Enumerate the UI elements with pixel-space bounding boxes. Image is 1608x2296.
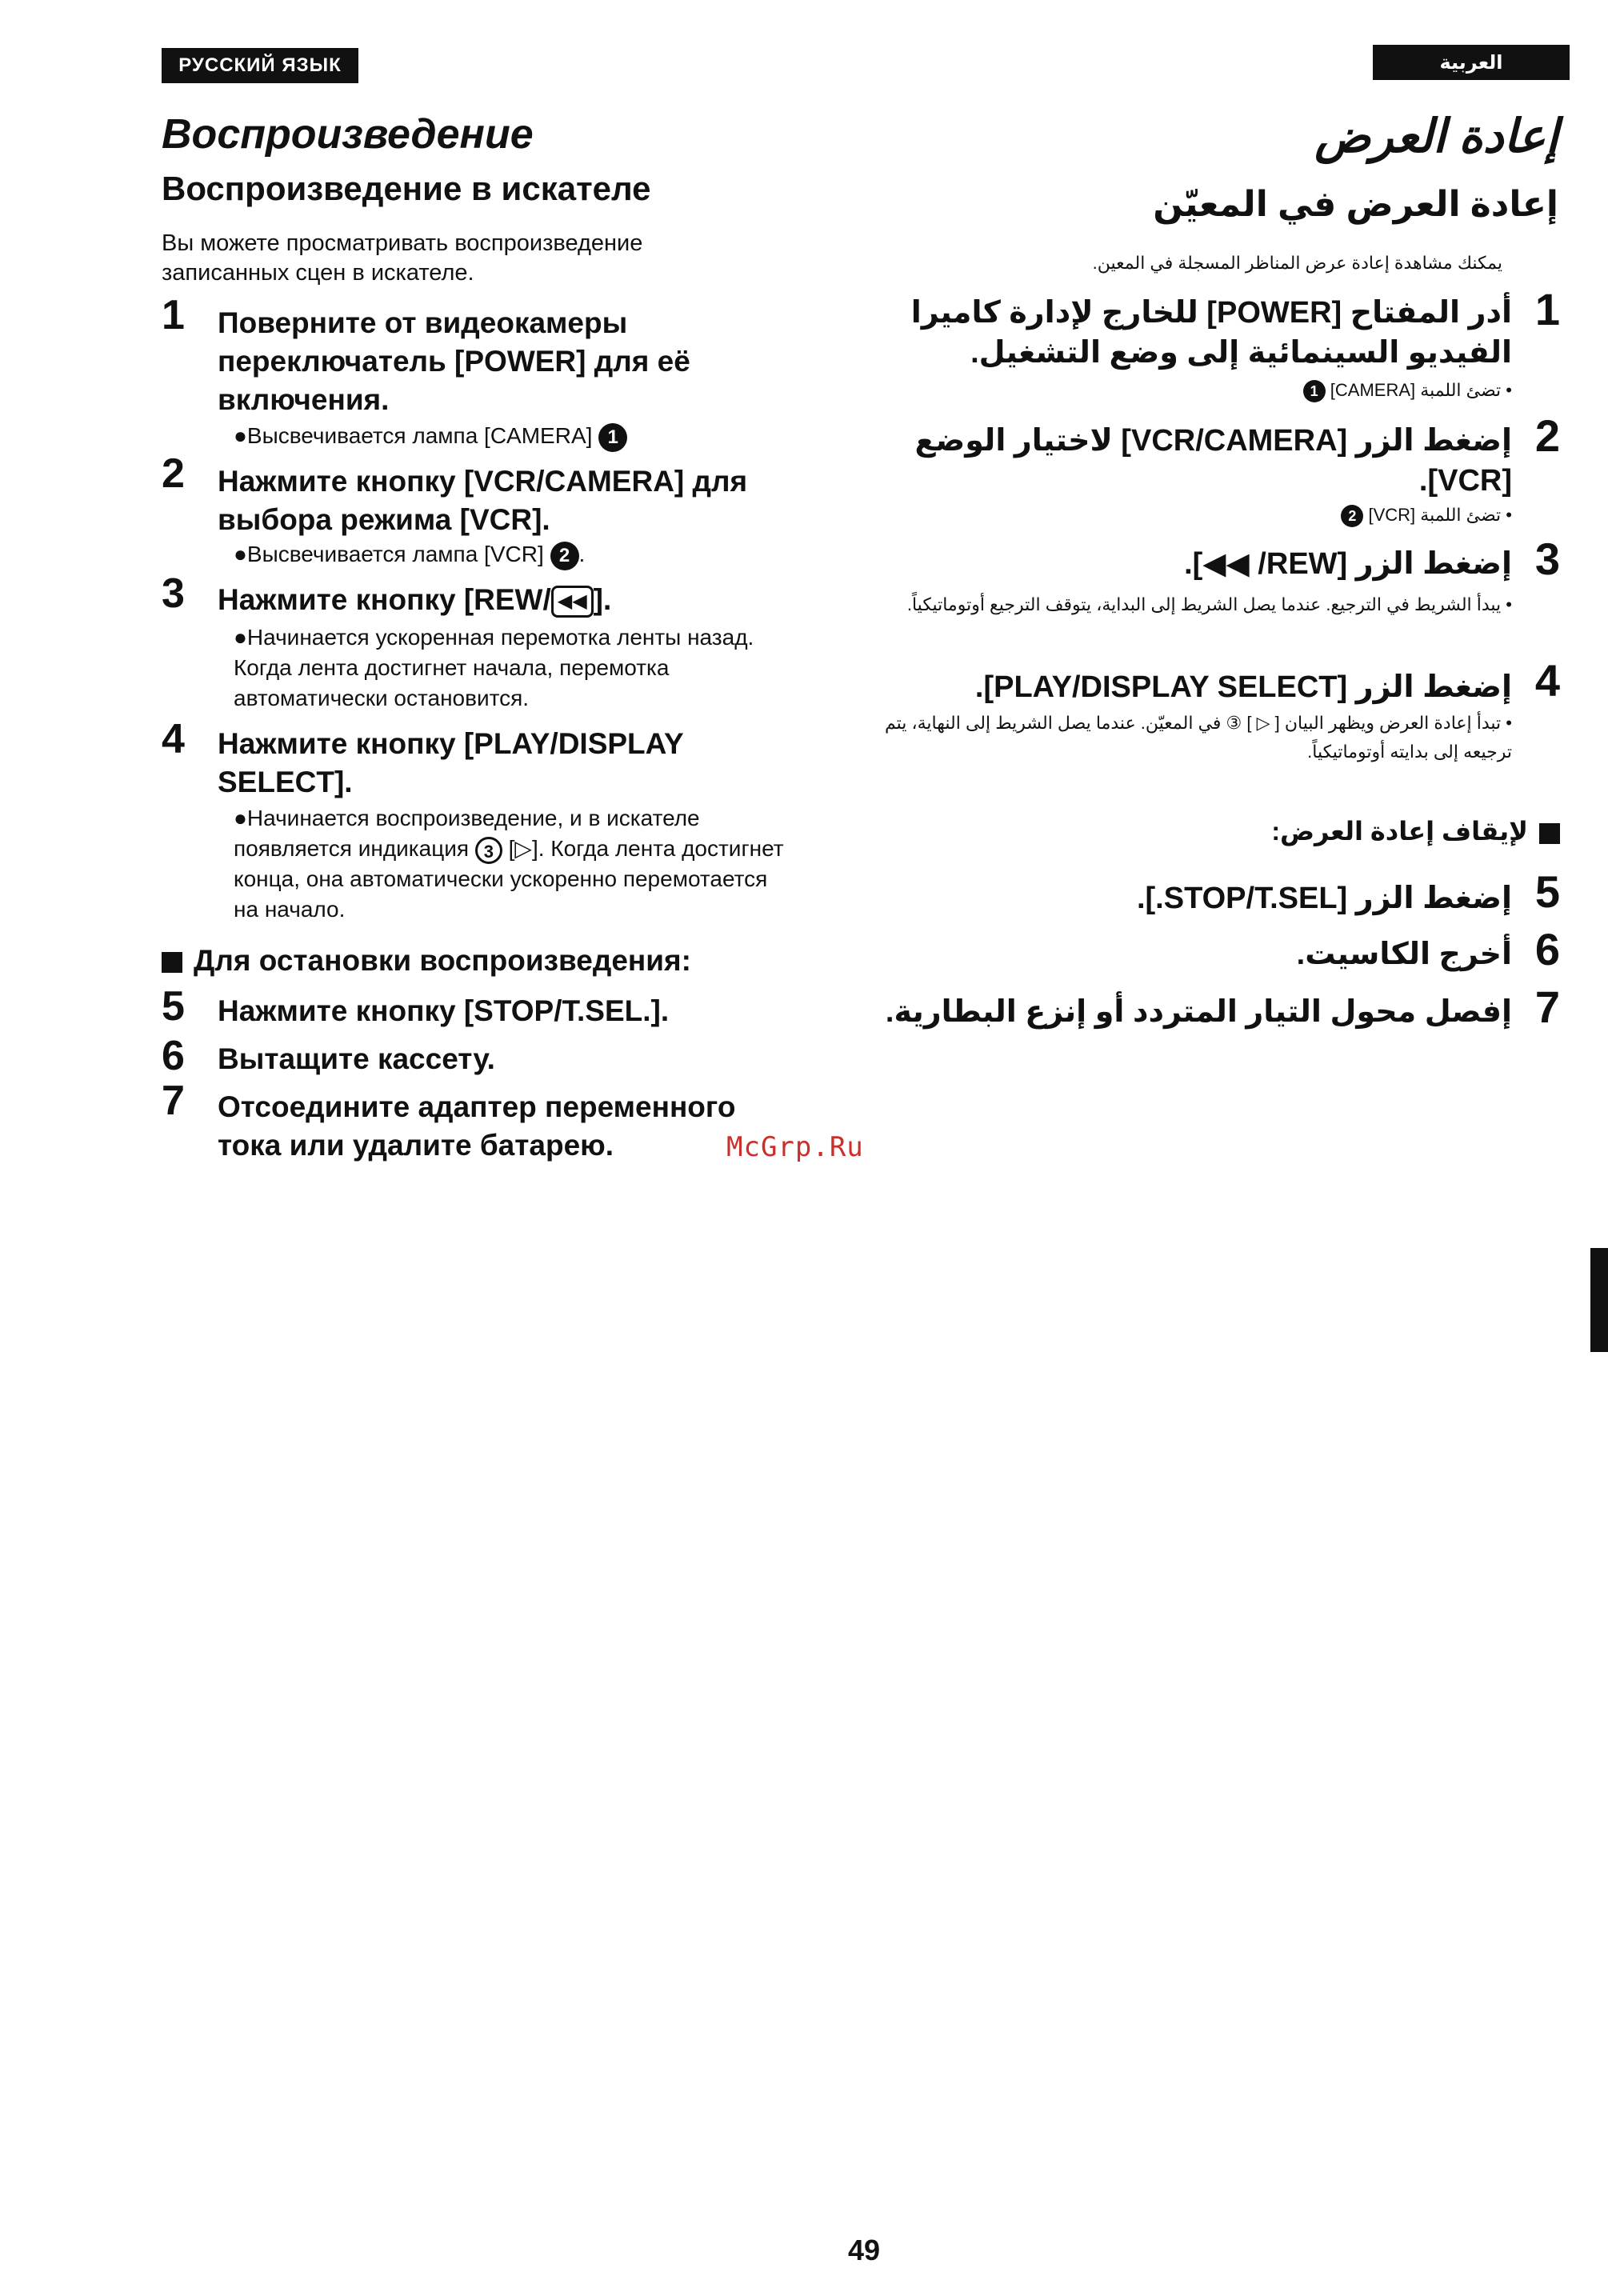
ar-step-2-note-text: • تضئ اللمبة [VCR] — [1368, 505, 1512, 525]
ru-step-3-text — [218, 581, 906, 619]
square-bullet-icon — [162, 952, 182, 973]
language-tag-arabic: العربية — [1373, 45, 1570, 80]
ar-step-6-text: أخرج الكاسيت. — [1296, 938, 1512, 971]
ru-stop-heading — [162, 944, 691, 978]
ar-step-1-number: 1 — [1534, 284, 1560, 334]
ru-section-title: Воспроизведение в искателе — [162, 170, 651, 207]
ru-intro-text: Вы можете просматривать воспроизведение записанных сцен в искателе. — [162, 230, 643, 286]
section-edge-tab — [1590, 1248, 1608, 1352]
ar-stop-heading-text: لإيقاف إعادة العرض: — [1271, 817, 1528, 846]
ru-step-4-note — [234, 803, 786, 925]
ru-step-1-note — [234, 421, 842, 452]
ru-step-5-text: Нажмите кнопку [STOP/T.SEL.]. — [218, 994, 670, 1027]
ru-step-3-text-after: ]. — [593, 583, 612, 616]
ar-step-5-number: 5 — [1534, 866, 1560, 917]
ru-step-3-text-before: Нажмите кнопку [REW/ — [218, 583, 551, 616]
ar-step-7-text: إفصل محول التيار المتردد أو إنزع البطارية. — [885, 995, 1512, 1029]
ar-section-title: إعادة العرض في المعيّن — [1153, 185, 1558, 224]
rewind-icon: ◀◀ — [551, 586, 594, 618]
ru-step-4-text: Нажмите кнопку [PLAY/DISPLAY SELECT]. — [218, 727, 683, 798]
ru-step-3-note: ●Начинается ускоренная перемотка ленты назад. Когда лента достигнет начала, перемотка автоматически остановится. — [234, 625, 754, 710]
ar-square-bullet-icon — [1539, 823, 1560, 844]
indicator-2-icon: 2 — [550, 542, 579, 570]
ar-step-3-text: إضغط الزر [REW/ ◀◀]. — [1184, 547, 1512, 581]
ru-step-5-number: 5 — [162, 983, 185, 1030]
page-number: 49 — [848, 2234, 881, 2266]
ar-step-4-note: • تبدأ إعادة العرض ويظهر البيان [ ▷ ] ③ في المعيّن. عندما يصل الشريط إلى النهاية، يتم ترجيعه إلى بدايته أوتوماتيكياً. — [885, 713, 1512, 762]
ru-stop-heading-text: Для остановки воспроизведения: — [194, 944, 691, 977]
ar-step-3-number: 3 — [1534, 534, 1560, 584]
language-tag-russian: РУССКИЙ ЯЗЫК — [162, 48, 358, 83]
ar-step-5-text: إضغط الزر [STOP/T.SEL.]. — [1136, 882, 1512, 915]
watermark: McGrp.Ru — [726, 1131, 864, 1163]
ru-step-1-text: Поверните от видеокамеры переключатель [POWER] для её включения. — [218, 306, 690, 416]
ar-step-4-number: 4 — [1534, 655, 1560, 706]
ar-step-1-note — [840, 376, 1512, 405]
ru-step-1-number: 1 — [162, 292, 185, 338]
ar-step-4-text: إضغط الزر [PLAY/DISPLAY SELECT]. — [974, 670, 1512, 704]
ar-step-2-note — [840, 501, 1512, 530]
ar-indicator-2-icon: 2 — [1341, 505, 1363, 527]
ar-step-2-text: إضغط الزر [VCR/CAMERA] لاختيار الوضع [VCR]. — [914, 424, 1512, 498]
ru-step-7-number: 7 — [162, 1078, 185, 1124]
ar-indicator-1-icon: 1 — [1303, 380, 1326, 402]
ar-stop-heading — [1271, 816, 1560, 846]
ru-page-title: Воспроизведение — [162, 111, 534, 158]
ru-step-2-note: ●Высвечивается лампа [VCR] 2 . — [234, 539, 842, 570]
ru-step-2-text: Нажмите кнопку [VCR/CAMERA] для выбора режима [VCR]. — [218, 465, 748, 536]
ru-step-4-number: 4 — [162, 716, 185, 762]
ar-step-1-text: أدر المفتاح [POWER] للخارج لإدارة كاميرا الفيديو السينمائية إلى وضع التشغيل. — [910, 296, 1512, 370]
ru-step-2-note-text: ●Высвечивается лампа [VCR] — [234, 542, 544, 566]
ar-step-1-note-text: • تضئ اللمبة [CAMERA] — [1330, 380, 1512, 400]
ar-step-6-number: 6 — [1534, 924, 1560, 974]
ru-step-3-number: 3 — [162, 570, 185, 617]
ru-step-6-number: 6 — [162, 1033, 185, 1079]
indicator-3-icon: 3 — [475, 837, 502, 864]
ar-page-title: إعادة العرض — [1314, 110, 1558, 162]
ru-step-4-note-before: ●Начинается воспроизведение, и в искателе появляется индикация — [234, 806, 700, 861]
ru-step-6-text: Вытащите кассету. — [218, 1042, 495, 1075]
ar-step-7-number: 7 — [1534, 982, 1560, 1032]
ar-step-2-number: 2 — [1534, 410, 1560, 461]
ru-step-1-note-text: ●Высвечивается лампа [CAMERA] — [234, 423, 593, 448]
indicator-1-icon: 1 — [598, 423, 627, 452]
ru-step-4-note-after: [▷]. Когда лента достигнет конца, она автоматически ускоренно перемотается на начало. — [234, 836, 784, 922]
ar-step-3-note: • يبدأ الشريط في الترجيع. عندما يصل الشريط إلى البداية، يتوقف الترجيع أوتوماتيكياً. — [906, 594, 1512, 614]
ar-intro-text: يمكنك مشاهدة إعادة عرض المناظر المسجلة في المعين. — [1092, 253, 1502, 273]
ru-step-7-text: Отсоедините адаптер переменного тока или удалите батарею. — [218, 1090, 736, 1162]
ru-step-2-number: 2 — [162, 450, 185, 497]
